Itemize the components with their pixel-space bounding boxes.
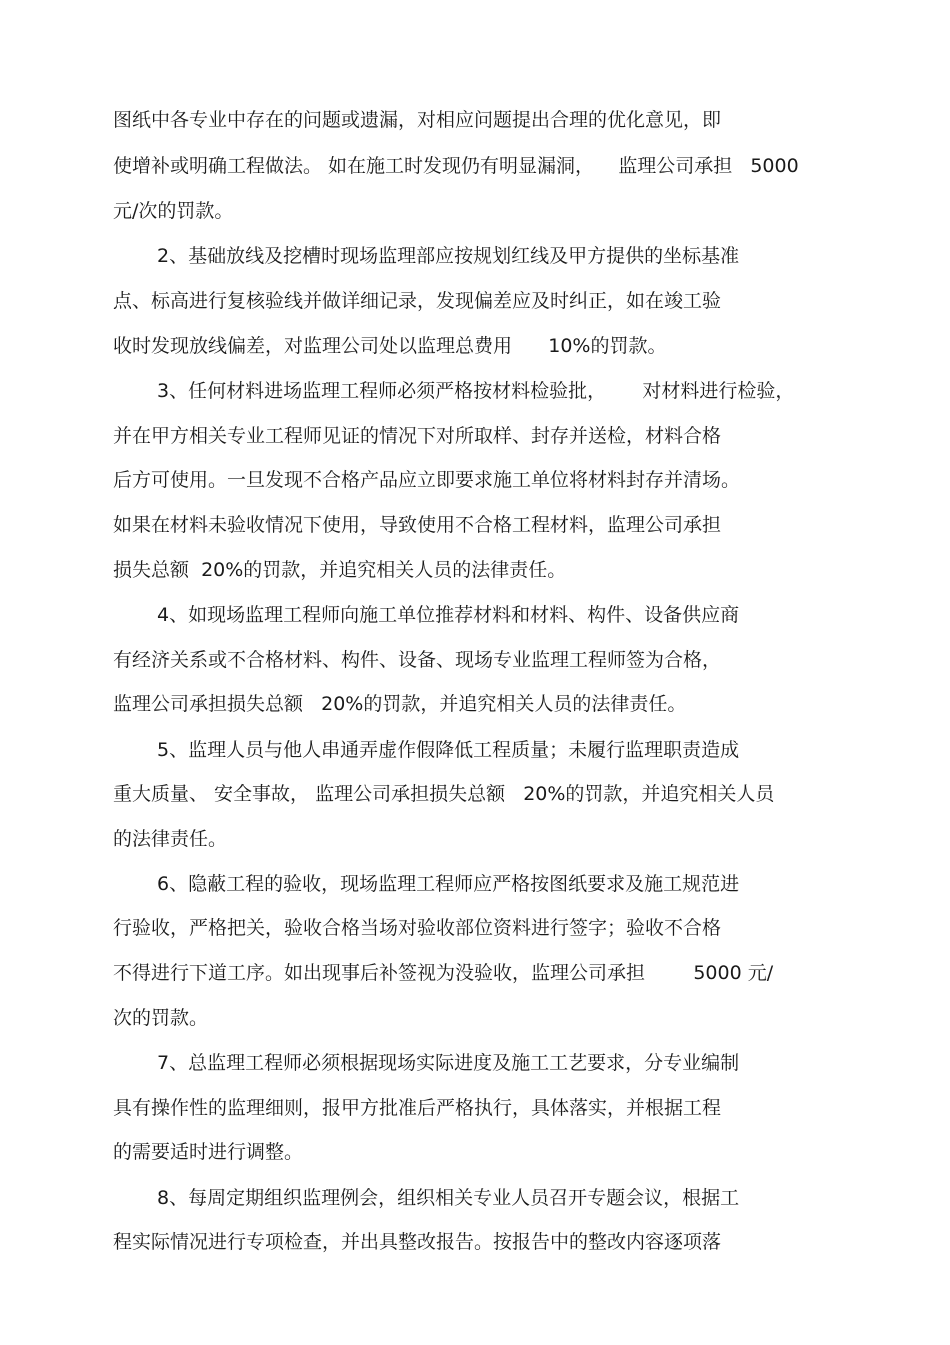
text-line: 有经济关系或不合格材料、构件、设备、现场专业监理工程师签为合格， [113, 649, 722, 671]
text-line: 2、基础放线及挖槽时现场监理部应按规划红线及甲方提供的坐标基准 [157, 245, 740, 267]
text-line: 3、任何材料进场监理工程师必须严格按材料检验批， 对材料进行检验， [157, 380, 795, 402]
text-line: 6、隐蔽工程的验收，现场监理工程师应严格按图纸要求及施工规范进 [157, 873, 740, 895]
text-line: 使增补或明确工程做法。 如在施工时发现仍有明显漏洞， 监理公司承担 5000 [113, 155, 799, 177]
text-line: 并在甲方相关专业工程师见证的情况下对所取样、封存并送检，材料合格 [113, 425, 722, 447]
text-line: 元/次的罚款。 [113, 200, 234, 222]
text-line: 的法律责任。 [113, 828, 228, 850]
text-line: 7、总监理工程师必须根据现场实际进度及施工工艺要求，分专业编制 [157, 1052, 740, 1074]
text-line: 程实际情况进行专项检查，并出具整改报告。按报告中的整改内容逐项落 [113, 1231, 722, 1253]
text-line: 4、如现场监理工程师向施工单位推荐材料和材料、构件、设备供应商 [157, 604, 740, 626]
text-line: 具有操作性的监理细则，报甲方批准后严格执行，具体落实，并根据工程 [113, 1097, 722, 1119]
text-line: 行验收，严格把关，验收合格当场对验收部位资料进行签字；验收不合格 [113, 917, 722, 939]
text-line: 后方可使用。一旦发现不合格产品应立即要求施工单位将材料封存并清场。 [113, 469, 741, 491]
text-line: 图纸中各专业中存在的问题或遗漏，对相应问题提出合理的优化意见，即 [113, 109, 722, 131]
text-line: 不得进行下道工序。如出现事后补签视为没验收，监理公司承担 5000 元/ [113, 962, 774, 984]
text-line: 8、每周定期组织监理例会，组织相关专业人员召开专题会议，根据工 [157, 1187, 740, 1209]
text-line: 5、监理人员与他人串通弄虚作假降低工程质量；未履行监理职责造成 [157, 739, 740, 761]
text-line: 监理公司承担损失总额 20%的罚款，并追究相关人员的法律责任。 [113, 693, 687, 715]
text-line: 如果在材料未验收情况下使用，导致使用不合格工程材料，监理公司承担 [113, 514, 722, 536]
text-line: 的需要适时进行调整。 [113, 1141, 304, 1163]
text-line: 重大质量、 安全事故， 监理公司承担损失总额 20%的罚款，并追究相关人员 [113, 783, 775, 805]
text-line: 点、标高进行复核验线并做详细记录，发现偏差应及时纠正，如在竣工验 [113, 290, 722, 312]
text-line: 损失总额 20%的罚款，并追究相关人员的法律责任。 [113, 559, 567, 581]
text-line: 收时发现放线偏差，对监理公司处以监理总费用 10%的罚款。 [113, 335, 667, 357]
text-line: 次的罚款。 [113, 1007, 209, 1029]
